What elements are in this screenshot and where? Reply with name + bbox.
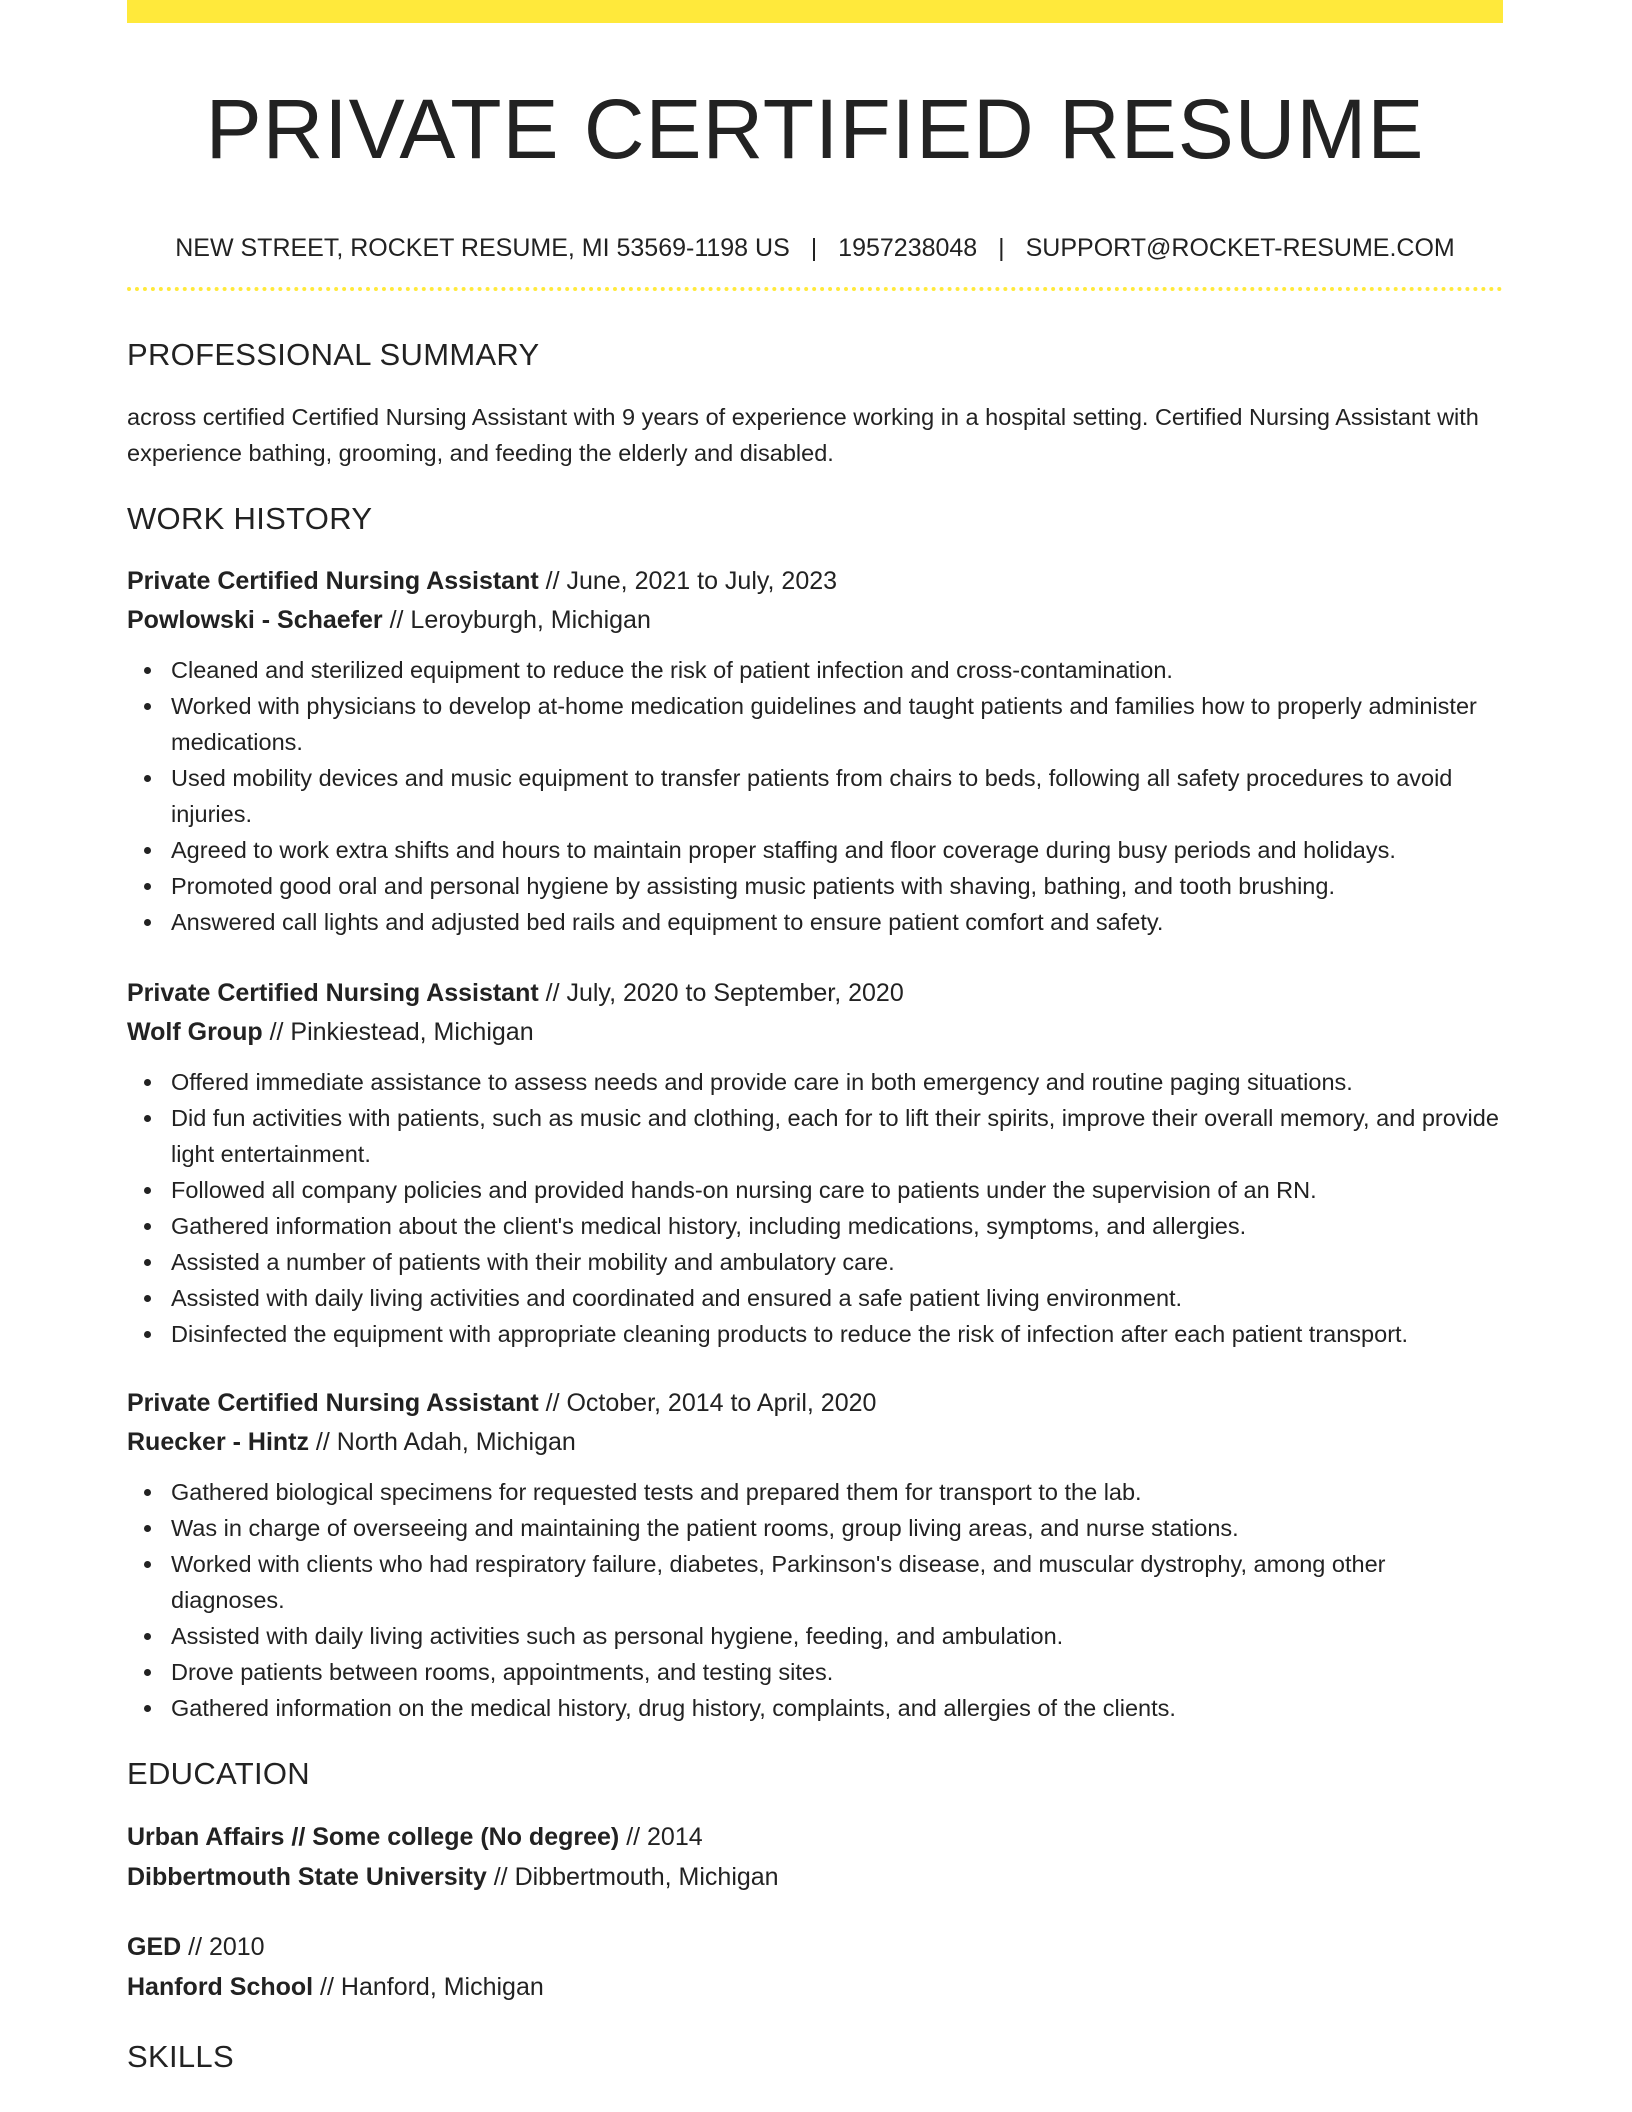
education-school: Dibbertmouth State University [127,1863,487,1891]
list-item: Used mobility devices and music equipment to transfer patients from chairs to beds, following all safety procedures to avoid injuries. [171,760,1503,832]
job-dates: // October, 2014 to April, 2020 [538,1389,877,1417]
education-entry [127,1817,1503,1897]
education-heading: EDUCATION [127,1756,310,1791]
education-degree-line [127,1927,1503,1967]
accent-top-bar [127,0,1503,23]
contact-separator: | [810,234,818,262]
summary-text: across certified Certified Nursing Assistant with 9 years of experience working in a hospital setting. Certified Nursing Assistant with experience bathing, grooming, and feeding the elderly and disabled. [127,404,1479,466]
list-item: Gathered biological specimens for requested tests and prepared them for transport to the lab. [171,1474,1503,1510]
list-item: Worked with clients who had respiratory failure, diabetes, Parkinson's disease, and muscular dystrophy, among other diagnoses. [171,1546,1503,1618]
job-title: Private Certified Nursing Assistant [127,1389,539,1417]
list-item: Was in charge of overseeing and maintaining the patient rooms, group living areas, and nurse stations. [171,1510,1503,1546]
list-item: Gathered information about the client's medical history, including medications, symptoms, and allergies. [171,1208,1503,1244]
job-bullets [127,1064,1503,1352]
summary-heading: PROFESSIONAL SUMMARY [127,337,540,372]
job-company: Powlowski - Schaefer [127,606,383,634]
resume-content [127,23,1503,2077]
education-year: // 2014 [619,1823,703,1851]
education-school-line [127,1967,1503,2007]
job-location: // Leroyburgh, Michigan [382,606,651,634]
job-entry [127,974,1503,1352]
work-history-heading: WORK HISTORY [127,501,373,536]
list-item: Worked with physicians to develop at-home medication guidelines and taught patients and families how to properly administer medications. [171,688,1503,760]
job-dates: // July, 2020 to September, 2020 [538,979,904,1007]
job-entry [127,562,1503,940]
contact-phone: 1957238048 [838,234,978,262]
list-item: Promoted good oral and personal hygiene by assisting music patients with shaving, bathing, and tooth brushing. [171,868,1503,904]
list-item: Assisted a number of patients with their mobility and ambulatory care. [171,1244,1503,1280]
education-degree: Urban Affairs // Some college (No degree) [127,1823,620,1851]
education-entry [127,1927,1503,2007]
education-degree-line [127,1817,1503,1857]
list-item: Followed all company policies and provided hands-on nursing care to patients under the supervision of an RN. [171,1172,1503,1208]
job-title-line [127,974,1503,1013]
education-location: // Hanford, Michigan [313,1973,544,2001]
list-item: Assisted with daily living activities such as personal hygiene, feeding, and ambulation. [171,1618,1503,1654]
job-dates: // June, 2021 to July, 2023 [538,567,838,595]
education-school: Hanford School [127,1973,314,2001]
skills-heading: SKILLS [127,2039,234,2074]
contact-email: SUPPORT@ROCKET-RESUME.COM [1025,234,1455,262]
job-title-line [127,562,1503,601]
list-item: Answered call lights and adjusted bed rails and equipment to ensure patient comfort and safety. [171,904,1503,940]
list-item: Gathered information on the medical history, drug history, complaints, and allergies of the clients. [171,1690,1503,1726]
list-item: Cleaned and sterilized equipment to reduce the risk of patient infection and cross-contamination. [171,652,1503,688]
resume-name: PRIVATE CERTIFIED RESUME [205,82,1425,176]
job-company-line [127,601,1503,640]
education-school-line [127,1857,1503,1897]
education-year: // 2010 [181,1933,265,1961]
job-title: Private Certified Nursing Assistant [127,567,539,595]
education-degree: GED [127,1933,182,1961]
job-title: Private Certified Nursing Assistant [127,979,539,1007]
job-bullets [127,652,1503,940]
list-item: Drove patients between rooms, appointments, and testing sites. [171,1654,1503,1690]
header-divider [127,287,1503,291]
education-location: // Dibbertmouth, Michigan [486,1863,779,1891]
job-title-line [127,1384,1503,1423]
list-item: Assisted with daily living activities and coordinated and ensured a safe patient living environment. [171,1280,1503,1316]
list-item: Agreed to work extra shifts and hours to maintain proper staffing and floor coverage during busy periods and holidays. [171,832,1503,868]
job-company: Ruecker - Hintz [127,1428,309,1456]
job-entry [127,1384,1503,1726]
contact-line [127,231,1503,265]
job-company-line [127,1423,1503,1462]
job-company-line [127,1013,1503,1052]
list-item: Did fun activities with patients, such as music and clothing, each for to lift their spirits, improve their overall memory, and provide light entertainment. [171,1100,1503,1172]
contact-separator: | [998,234,1005,262]
job-location: // Pinkiestead, Michigan [262,1018,534,1046]
list-item: Offered immediate assistance to assess needs and provide care in both emergency and routine paging situations. [171,1064,1503,1100]
job-bullets [127,1474,1503,1726]
job-company: Wolf Group [127,1018,263,1046]
contact-address: NEW STREET, ROCKET RESUME, MI 53569-1198 US [175,234,790,262]
list-item: Disinfected the equipment with appropriate cleaning products to reduce the risk of infection after each patient transport. [171,1316,1503,1352]
job-location: // North Adah, Michigan [308,1428,576,1456]
